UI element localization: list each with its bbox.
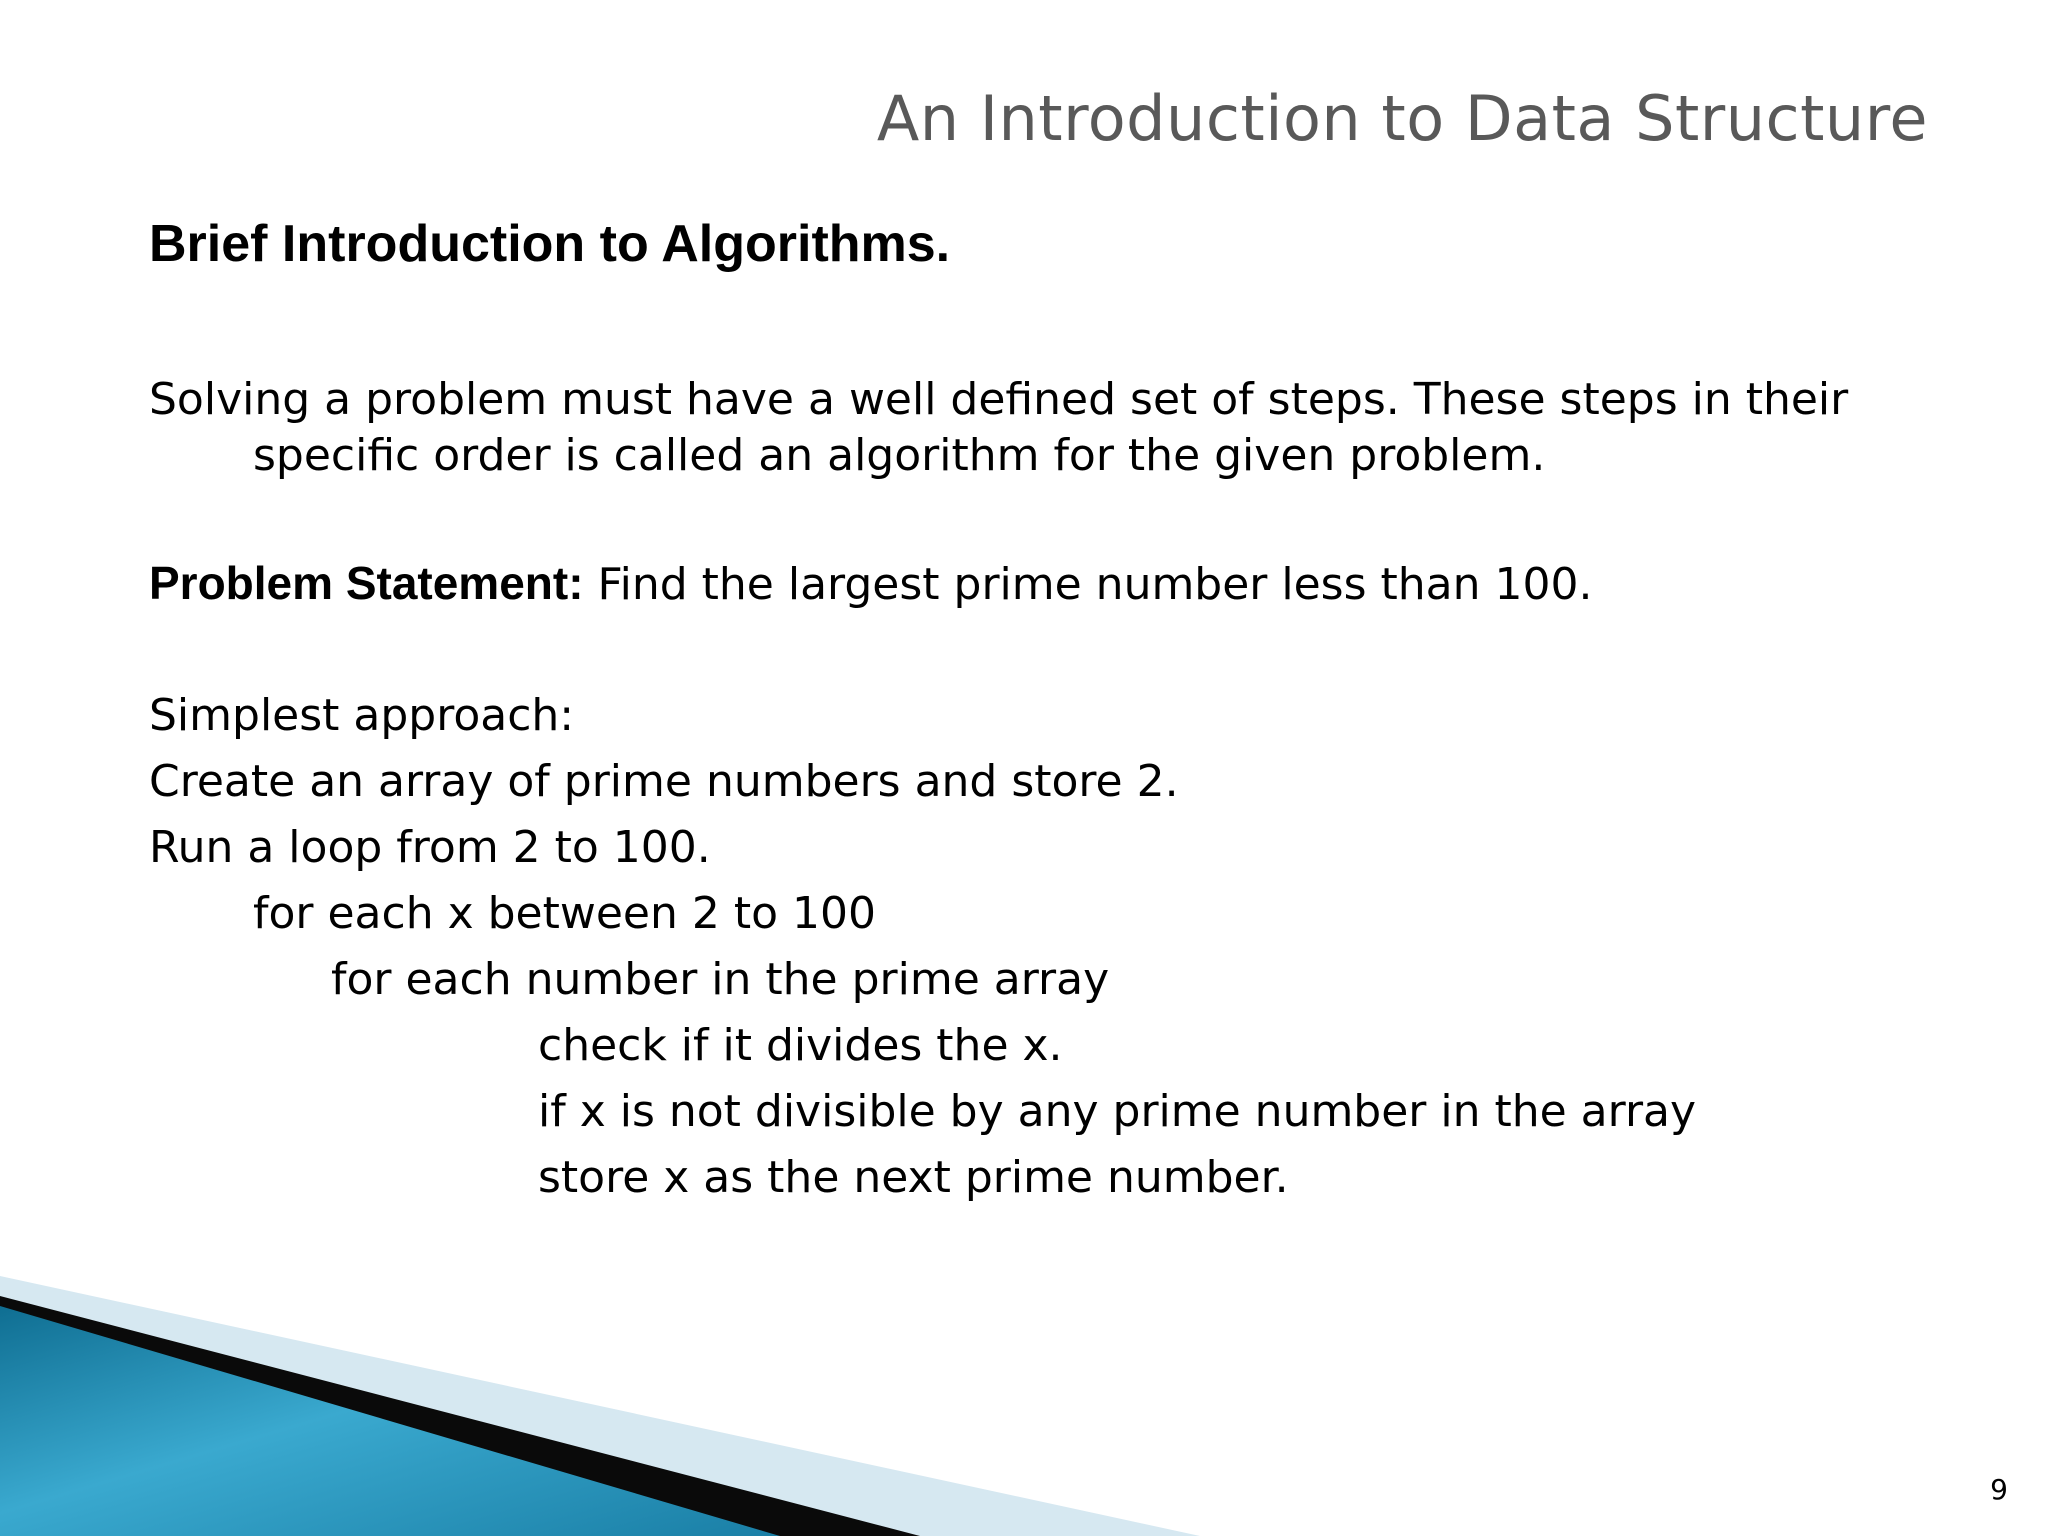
approach-line: Simplest approach: (149, 690, 575, 741)
problem-statement (149, 556, 1592, 610)
paragraph-line-2: specific order is called an algorithm for the given problem. (253, 430, 1546, 481)
step-line-indented: store x as the next prime number. (538, 1152, 1289, 1203)
problem-label: Problem Statement: (149, 557, 584, 609)
step-line-indented: for each number in the prime array (331, 954, 1110, 1005)
intro-paragraph (149, 372, 1929, 484)
decorative-swoosh (0, 1266, 2048, 1536)
step-line: Run a loop from 2 to 100. (149, 822, 711, 873)
step-line-indented: check if it divides the x. (538, 1020, 1063, 1071)
step-line: Create an array of prime numbers and store 2. (149, 756, 1179, 807)
step-line-indented: if x is not divisible by any prime number in the array (538, 1086, 1697, 1137)
paragraph-line-1: Solving a problem must have a well defined set of steps. These steps in their (149, 374, 1849, 425)
problem-text: Find the largest prime number less than 100. (583, 559, 1593, 610)
section-heading: Brief Introduction to Algorithms. (149, 215, 951, 273)
step-line-indented: for each x between 2 to 100 (253, 888, 876, 939)
slide-title: An Introduction to Data Structure (876, 82, 1928, 155)
page-number: 9 (1990, 1473, 2008, 1506)
